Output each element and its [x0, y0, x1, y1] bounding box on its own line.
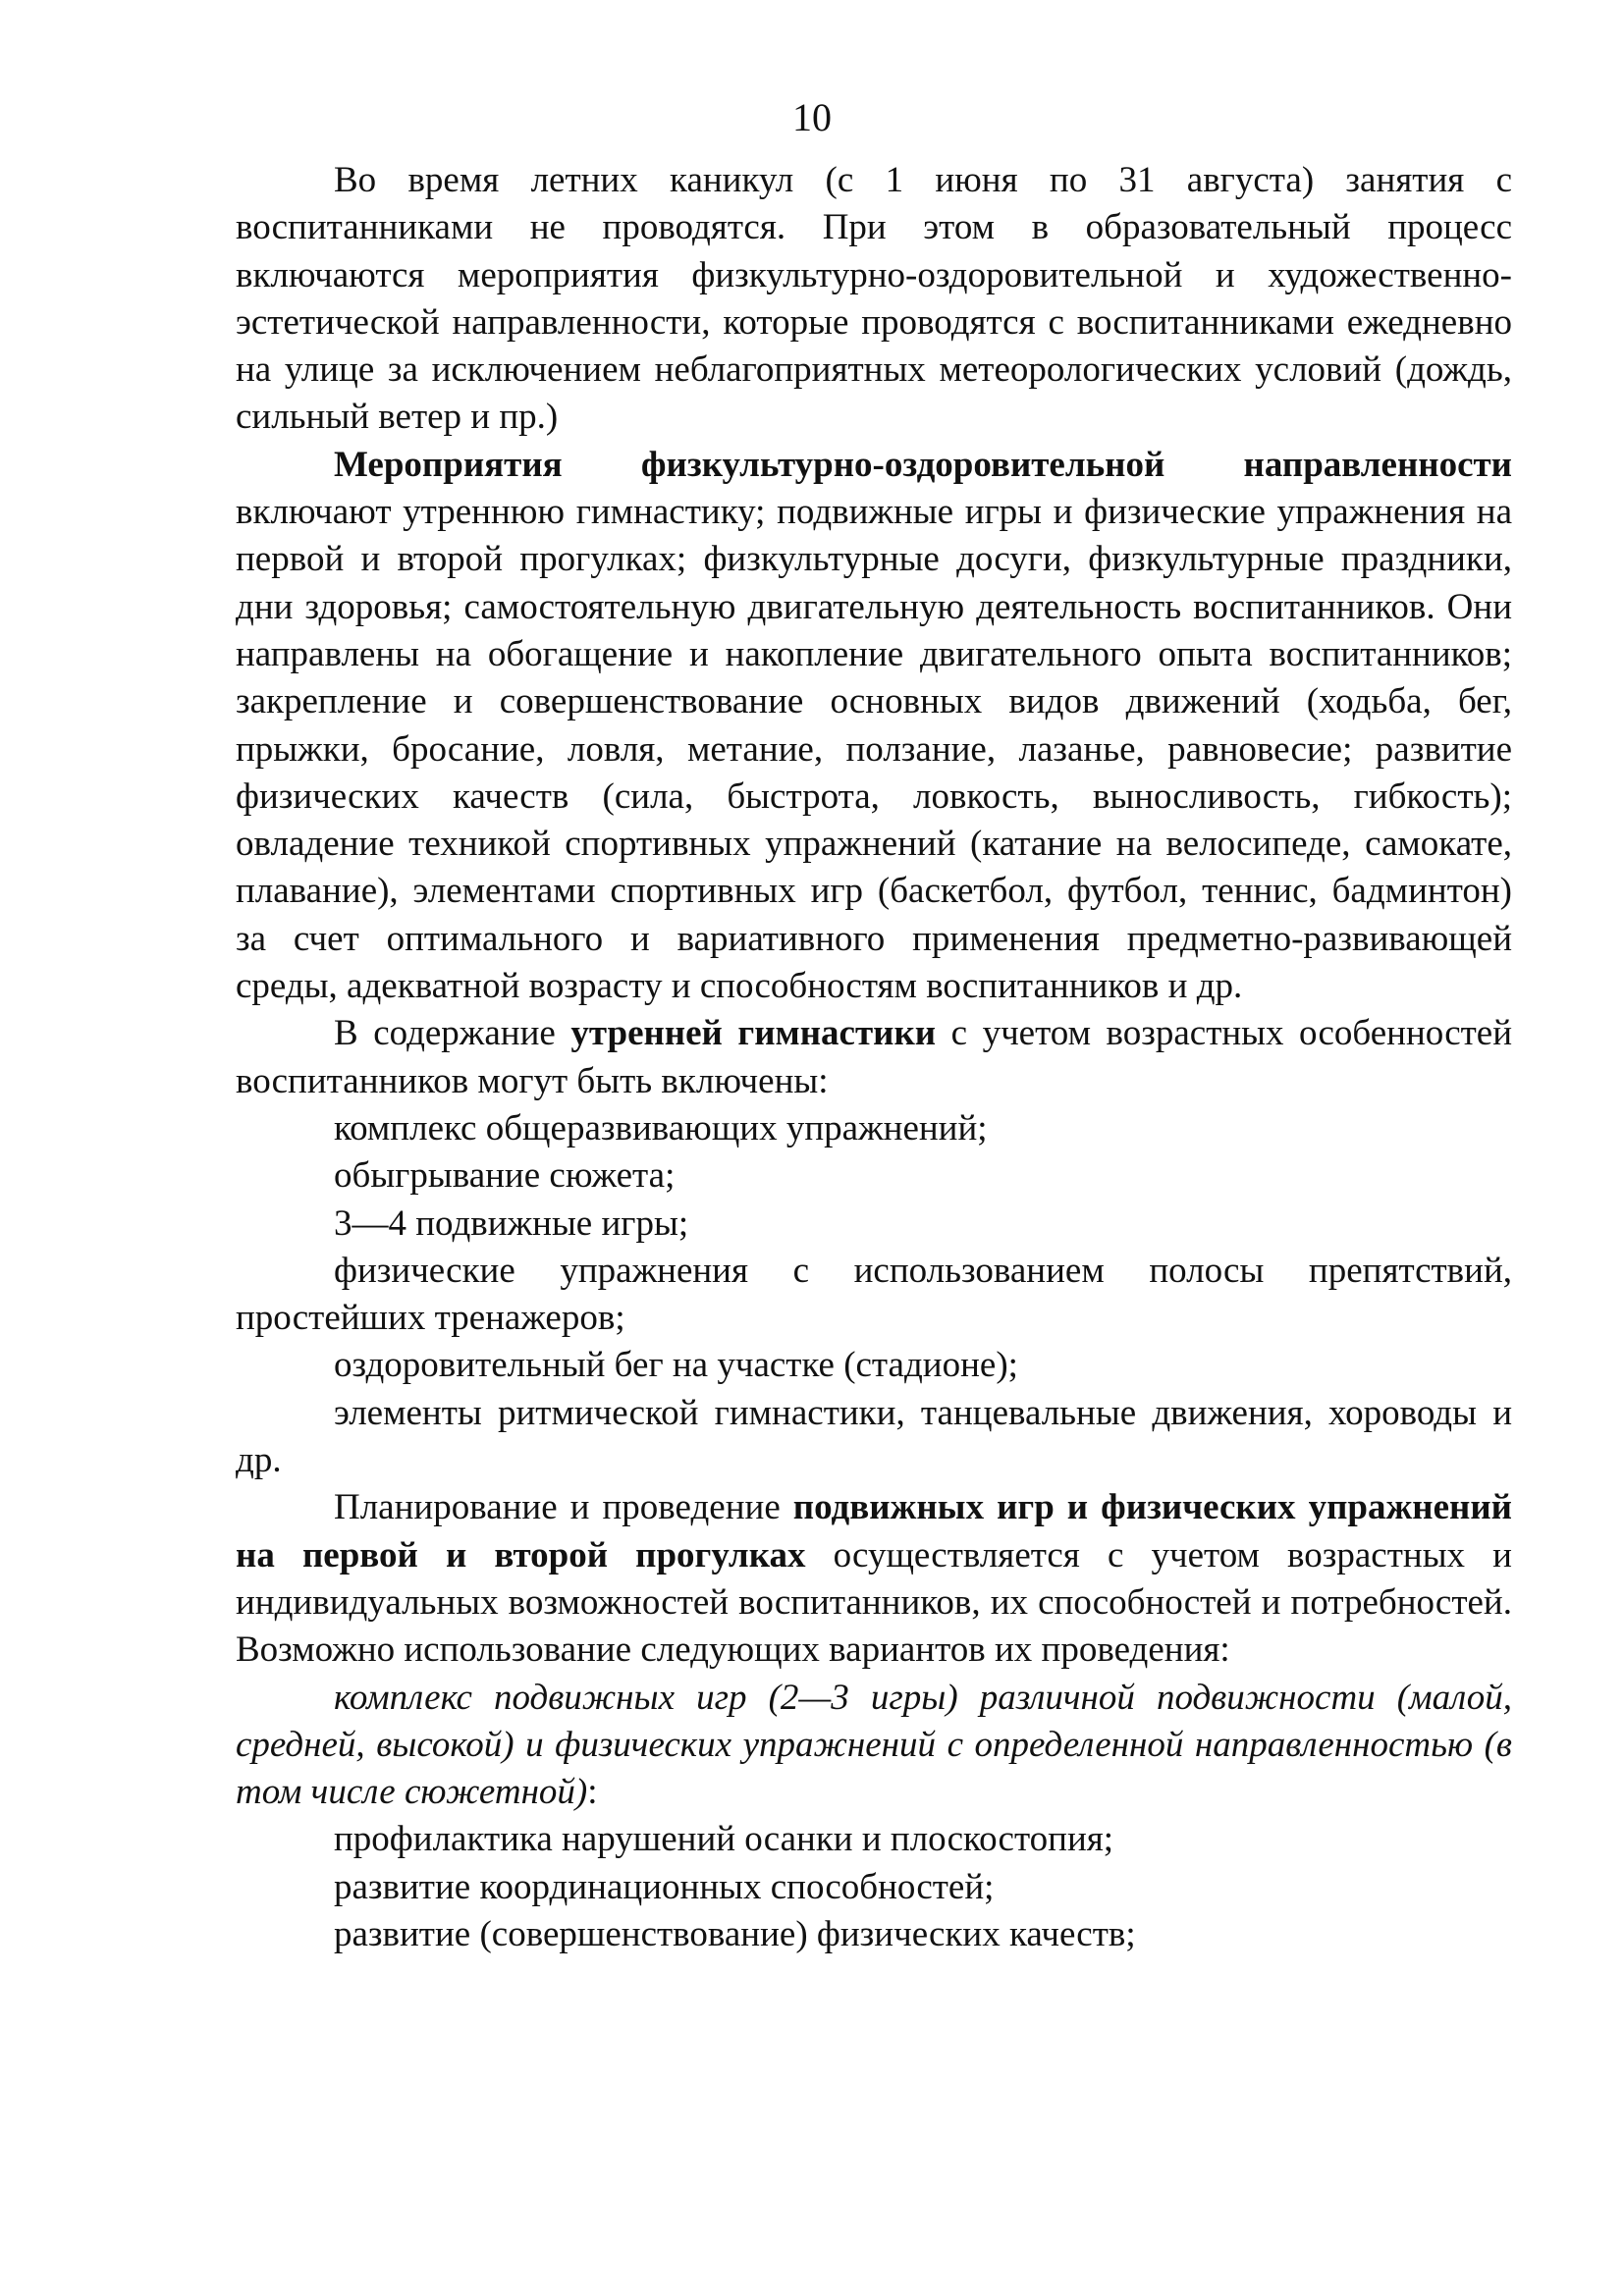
list-item: профилактика нарушений осанки и плоскостопия;: [334, 1819, 1114, 1860]
morning-gymnastics-term: утренней гимнастики: [570, 1013, 937, 1054]
morning-gymnastics-intro: В содержание: [334, 1013, 571, 1054]
planning-term: подвижных игр и физических упражнений на первой и второй прогулках: [236, 1487, 1512, 1575]
planning-text: осуществляется с учетом возрастных и индивидуальных возможностей воспитанников, их способностей и потребностей. Возможно использование следующих вариантов их проведения:: [236, 1534, 1512, 1671]
list-item: обыгрывание сюжета;: [334, 1155, 676, 1197]
list-item: развитие (совершенствование) физических качеств;: [334, 1913, 1136, 1954]
paragraph-summer-holidays: Во время летних каникул (с 1 июня по 31 августа) занятия с воспитанниками не проводятся. При этом в образовательный процесс включаются мероприятия физкультурно-оздоровительной и художественно-эстетической направленности, которые проводятся с воспитанниками ежедневно на улице за исключением неблагоприятных метеорологических условий (дождь, сильный ветер и пр.): [236, 160, 1512, 438]
list-item: развитие координационных способностей;: [334, 1866, 995, 1907]
paragraph-morning-gymnastics: [236, 1010, 1512, 1105]
document-body: [236, 157, 1512, 1958]
list-item: комплекс общеразвивающих упражнений;: [334, 1107, 988, 1148]
paragraph-planning: [236, 1484, 1512, 1674]
morning-gymnastics-text: с учетом возрастных особенностей воспитанников могут быть включены:: [236, 1013, 1513, 1101]
list-item: 3—4 подвижные игры;: [334, 1202, 689, 1244]
sport-activities-heading: Мероприятия физкультурно-оздоровительной направленности: [334, 444, 1512, 485]
page-number: 10: [792, 95, 832, 139]
complex-colon: :: [587, 1772, 598, 1813]
paragraph-complex: [236, 1675, 1512, 1817]
list-item: элементы ритмической гимнастики, танцевальные движения, хороводы и др.: [236, 1392, 1512, 1481]
sport-activities-text: включают утреннюю гимнастику; подвижные игры и физические упражнения на первой и второй прогулках; физкультурные досуги, физкультурные праздники, дни здоровья; самостоятельную двигательную деятельность воспитанников. Они направлены на обогащение и накопление двигательного опыта воспитанников; закрепление и совершенствование основных видов движений (ходьба, бег, прыжки, бросание, ловля, метание, ползание, лазанье, равновесие; развитие физических качеств (сила, быстрота, ловкость, выносливость, гибкость); овладение техникой спортивных упражнений (катание на велосипеде, самокате, плавание), элементами спортивных игр (баскетбол, футбол, теннис, бадминтон) за счет оптимального и вариативного применения предметно-развивающей среды, адекватной возрасту и способностям воспитанников и др.: [236, 492, 1512, 1007]
list-item: физические упражнения с использованием полосы препятствий, простейших тренажеров;: [236, 1250, 1512, 1339]
paragraph-sport-activities: [236, 442, 1512, 1011]
list-item: оздоровительный бег на участке (стадионе);: [334, 1345, 1018, 1386]
planning-intro: Планирование и проведение: [334, 1487, 793, 1528]
complex-italic-text: комплекс подвижных игр (2—3 игры) различной подвижности (малой, средней, высокой) и физических упражнений с определенной направленностью (в том числе сюжетной): [236, 1677, 1512, 1813]
